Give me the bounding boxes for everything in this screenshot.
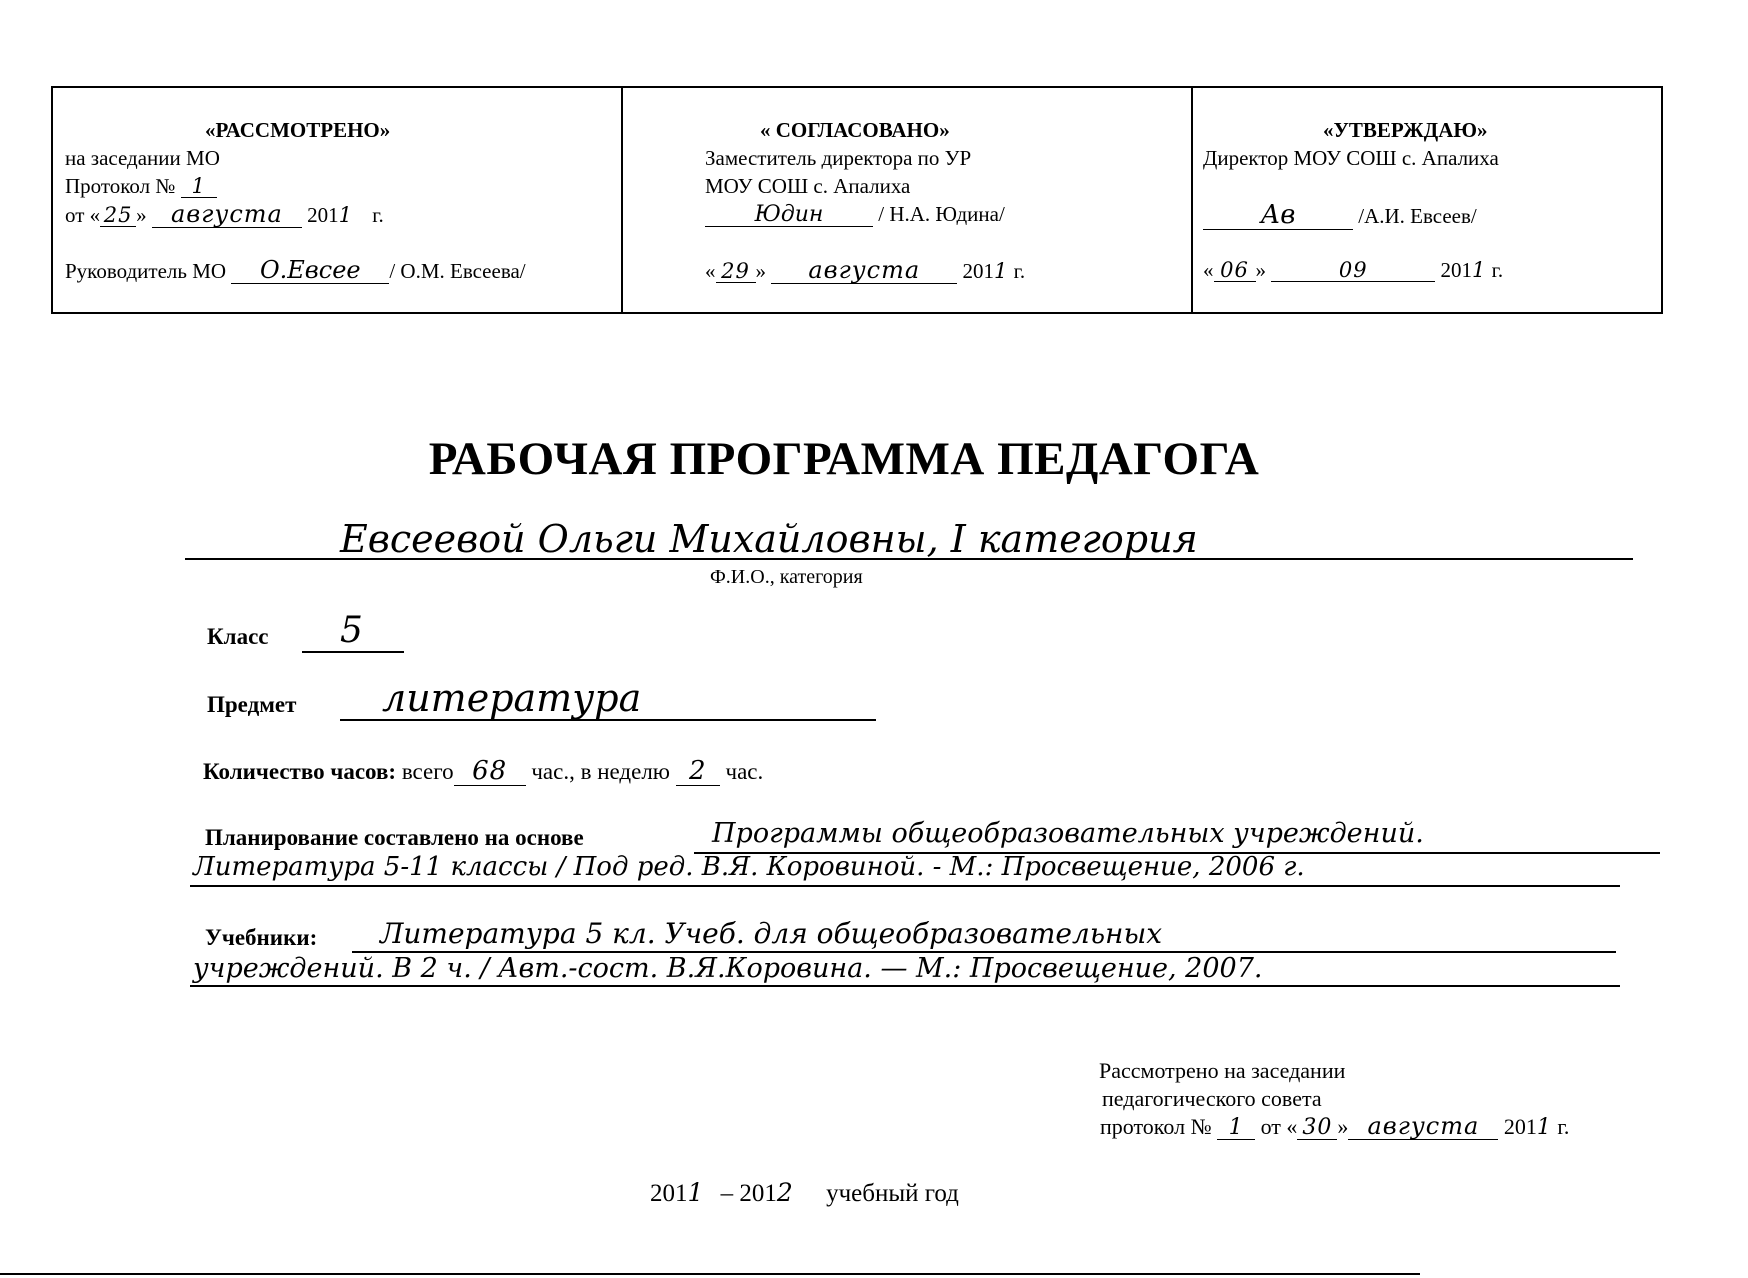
year-suffix: 1 xyxy=(1472,258,1487,282)
class-label: Класс xyxy=(207,624,269,649)
agreed-cell xyxy=(623,88,1193,312)
considered-line1: на заседании МО xyxy=(65,146,220,170)
subject-value: литература xyxy=(382,676,642,720)
day-value: 06 xyxy=(1214,259,1256,282)
day-value: 29 xyxy=(716,260,756,283)
agreed-name: / Н.А. Юдина/ xyxy=(878,202,1005,226)
school-year-dash: – 201 xyxy=(720,1180,777,1207)
considered-protocol xyxy=(65,174,217,199)
council-year-prefix: 201 xyxy=(1503,1114,1537,1139)
approved-signature: Ав xyxy=(1203,202,1353,230)
approved-signature-line xyxy=(1203,202,1477,230)
council-line2: педагогического совета xyxy=(1102,1086,1322,1111)
council-month: августа xyxy=(1348,1114,1498,1140)
textbooks-line1: Литература 5 кл. Учеб. для общеобразовательных xyxy=(380,917,1163,950)
year-suffix: 1 xyxy=(994,259,1009,283)
date-close: » xyxy=(136,203,147,227)
date-close: » xyxy=(755,259,766,283)
basis-underline-2 xyxy=(190,885,1620,887)
school-year xyxy=(650,1178,959,1208)
approval-table xyxy=(51,86,1663,314)
agreed-signature: Юдин xyxy=(705,203,873,227)
textbooks-line2: учреждений. В 2 ч. / Авт.-сост. В.Я.Коровина. — М.: Просвещение, 2007. xyxy=(193,953,1263,984)
council-date-prefix: от « xyxy=(1260,1114,1298,1139)
basis-line2: Литература 5-11 классы / Под ред. В.Я. Коровиной. - М.: Просвещение, 2006 г. xyxy=(193,852,1305,882)
document-title: РАБОЧАЯ ПРОГРАММА ПЕДАГОГА xyxy=(428,433,1260,485)
year-prefix: 201 xyxy=(307,203,339,227)
school-year-start-prefix: 201 xyxy=(650,1180,688,1207)
council-day: 30 xyxy=(1297,1116,1337,1140)
date-open: « xyxy=(705,259,716,283)
year-prefix: 201 xyxy=(962,259,994,283)
approved-heading: «УТВЕРЖДАЮ» xyxy=(1323,118,1488,142)
approved-name: /А.И. Евсеев/ xyxy=(1358,204,1477,228)
hours-label: Количество часов: xyxy=(203,759,397,784)
year-suffix: 1 xyxy=(338,203,354,227)
council-protocol xyxy=(1100,1114,1569,1140)
head-name: / О.М. Евсеева/ xyxy=(389,259,526,283)
subject-label: Предмет xyxy=(207,692,297,717)
date-open: « xyxy=(1203,258,1214,282)
school-year-label: учебный год xyxy=(826,1180,959,1207)
month-value: августа xyxy=(152,202,302,228)
council-line1: Рассмотрено на заседании xyxy=(1099,1058,1346,1083)
hours-total-suffix: час., в неделю xyxy=(531,759,670,784)
teacher-caption: Ф.И.О., категория xyxy=(710,566,863,588)
class-underline xyxy=(302,651,404,653)
date-prefix: от « xyxy=(65,203,101,227)
school-year-start-suffix: 1 xyxy=(687,1178,705,1207)
year-end: г. xyxy=(1486,258,1504,282)
council-date-close: » xyxy=(1337,1114,1349,1139)
protocol-label: Протокол № xyxy=(65,174,176,198)
council-protocol-number: 1 xyxy=(1217,1116,1255,1140)
head-label: Руководитель МО xyxy=(65,259,227,283)
head-signature: О.Евсее xyxy=(231,258,389,284)
hours-field xyxy=(203,758,763,786)
basis-label: Планирование составлено на основе xyxy=(205,825,584,850)
month-value: августа xyxy=(771,258,957,284)
year-prefix: 201 xyxy=(1440,258,1472,282)
textbooks-label: Учебники: xyxy=(205,925,318,950)
date-close: » xyxy=(1255,258,1266,282)
class-field xyxy=(207,624,269,650)
approved-line1: Директор МОУ СОШ с. Апалиха xyxy=(1203,146,1499,170)
considered-date xyxy=(65,202,384,228)
bottom-scan-edge xyxy=(0,1273,1420,1275)
considered-cell xyxy=(53,88,623,312)
agreed-signature-line xyxy=(705,202,1005,227)
approved-cell xyxy=(1193,88,1661,312)
school-year-end-suffix: 2 xyxy=(776,1178,794,1207)
council-protocol-label: протокол № xyxy=(1100,1114,1212,1139)
textbooks-underline-2 xyxy=(190,985,1620,987)
hours-weekly-suffix: час. xyxy=(725,759,764,784)
agreed-line1: Заместитель директора по УР xyxy=(705,146,972,170)
basis-line1: Программы общеобразовательных учреждений. xyxy=(712,818,1424,849)
teacher-value: Евсеевой Ольги Михайловны, I категория xyxy=(340,517,1198,561)
subject-field xyxy=(207,692,296,718)
agreed-date xyxy=(705,258,1025,284)
basis-field xyxy=(205,825,584,851)
council-year-suffix: 1 xyxy=(1536,1115,1552,1140)
hours-weekly: 2 xyxy=(676,758,720,786)
month-value: 09 xyxy=(1271,259,1435,282)
year-end: г. xyxy=(372,203,384,227)
year-end: г. xyxy=(1008,259,1026,283)
considered-head xyxy=(65,258,526,284)
approved-date xyxy=(1203,258,1503,283)
considered-heading: «РАССМОТРЕНО» xyxy=(205,118,391,142)
agreed-line2: МОУ СОШ с. Апалиха xyxy=(705,174,911,198)
textbooks-field xyxy=(205,925,317,951)
day-value: 25 xyxy=(100,204,136,227)
council-year-end: г. xyxy=(1551,1114,1570,1139)
agreed-heading: « СОГЛАСОВАНО» xyxy=(760,118,950,142)
hours-total-prefix: всего xyxy=(401,759,454,784)
hours-total: 68 xyxy=(454,758,526,786)
class-value: 5 xyxy=(340,610,363,651)
protocol-number: 1 xyxy=(181,175,217,198)
